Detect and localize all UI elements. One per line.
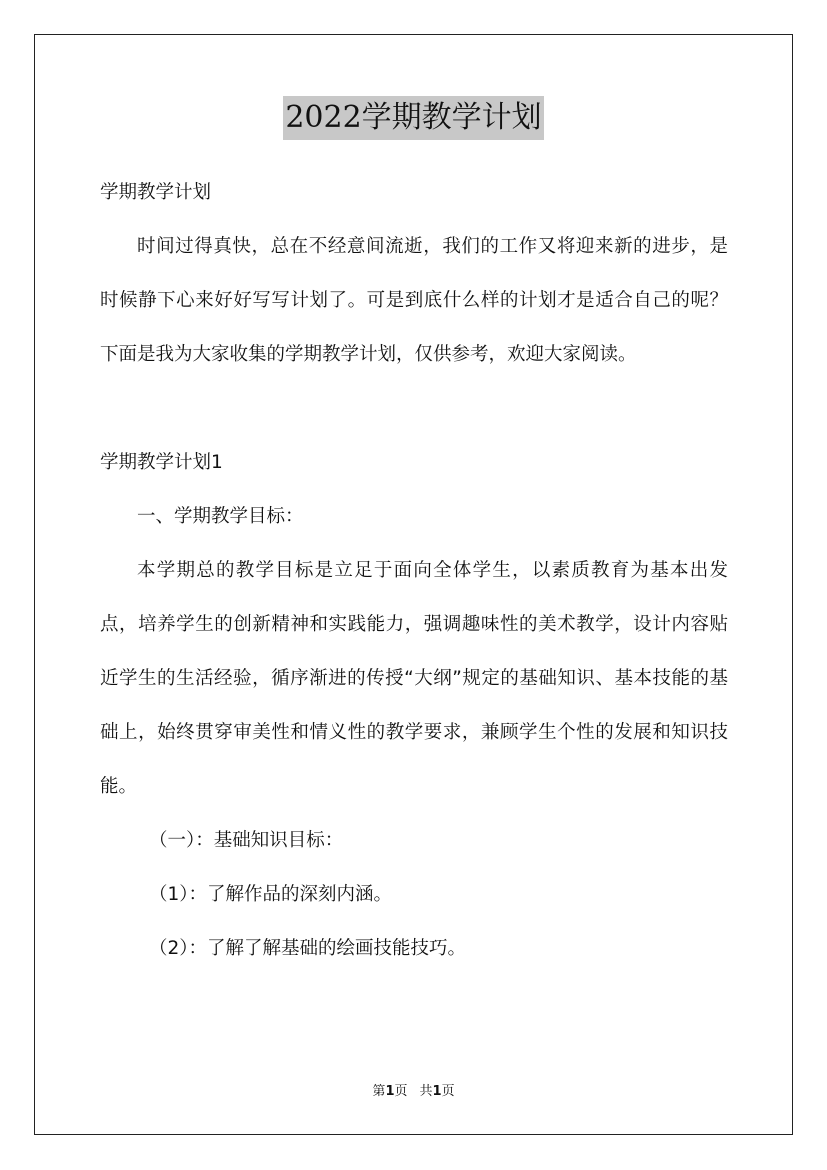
body-paragraph: 本学期总的教学目标是立足于面向全体学生，以素质教育为基本出发点，培养学生的创新精神和实践能力，强调趣味性的美术教学，设计内容贴近学生的生活经验，循序渐进的传授“大纲”规定的基础知识、基本技能的基础上，始终贯穿审美性和情义性的教学要求，兼顾学生个性的发展和知识技能。 <box>100 560 728 797</box>
document-title: 2022学期教学计划 <box>283 96 543 140</box>
list-item-2: （2）：了解了解基础的绘画技能技巧。 <box>149 938 467 959</box>
list-item-1: （1）：了解作品的深刻内涵。 <box>149 884 393 905</box>
page-number: 1 <box>385 1084 395 1099</box>
intro-heading: 学期教学计划 <box>100 182 212 203</box>
page-footer <box>0 1082 827 1102</box>
document-body <box>100 166 728 976</box>
section-heading: 学期教学计划1 <box>100 452 223 473</box>
page-suffix: 页 <box>394 1084 408 1099</box>
blank-line <box>100 382 728 436</box>
subheading-basic-knowledge: （一）：基础知识目标： <box>149 830 344 851</box>
total-prefix: 共 <box>419 1084 433 1099</box>
subheading-goals: 一、学期教学目标： <box>137 506 304 527</box>
intro-paragraph: 时间过得真快，总在不经意间流逝，我们的工作又将迎来新的进步，是时候静下心来好好写写计划了。可是到底什么样的计划才是适合自己的呢？下面是我为大家收集的学期教学计划，仅供参考，欢迎大家阅读。 <box>100 236 728 365</box>
total-pages: 1 <box>432 1084 442 1099</box>
title-container <box>0 96 827 140</box>
page-prefix: 第 <box>372 1084 386 1099</box>
total-suffix: 页 <box>441 1084 455 1099</box>
